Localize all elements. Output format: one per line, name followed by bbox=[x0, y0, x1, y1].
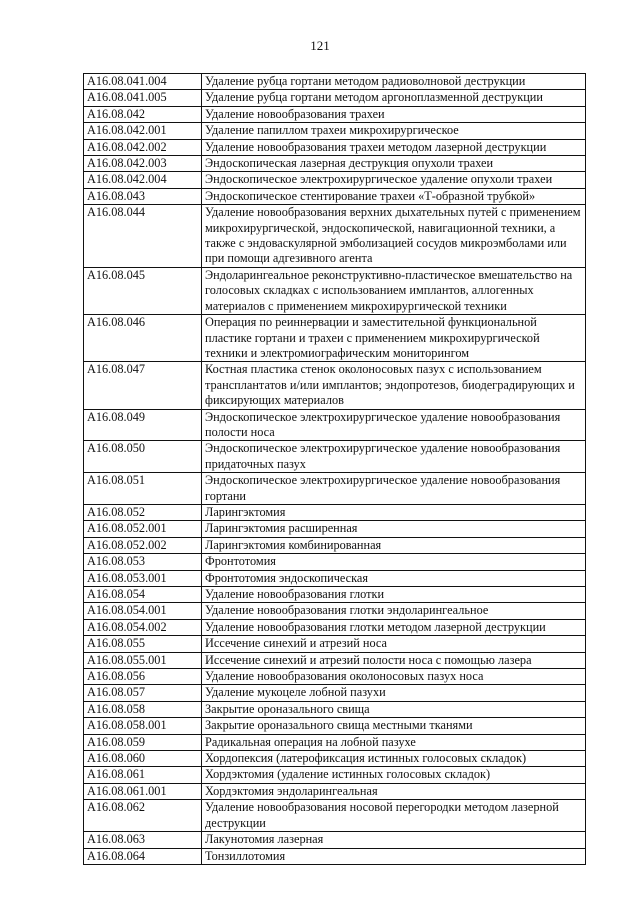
procedure-name: Удаление новообразования глотки bbox=[202, 587, 586, 603]
table-row bbox=[84, 90, 586, 106]
procedure-code: A16.08.051 bbox=[84, 473, 202, 505]
procedure-code: A16.08.047 bbox=[84, 362, 202, 409]
procedure-code: A16.08.055 bbox=[84, 636, 202, 652]
table-row bbox=[84, 156, 586, 172]
table-row bbox=[84, 751, 586, 767]
procedure-name: Закрытие ороназального свища местными тканями bbox=[202, 718, 586, 734]
table-row bbox=[84, 315, 586, 362]
table-row bbox=[84, 123, 586, 139]
table-row bbox=[84, 603, 586, 619]
procedure-name: Иссечение синехий и атрезий носа bbox=[202, 636, 586, 652]
procedure-name: Ларингэктомия bbox=[202, 504, 586, 520]
table-row bbox=[84, 106, 586, 122]
procedure-name: Эндоскопическое электрохирургическое удаление новообразования гортани bbox=[202, 473, 586, 505]
procedure-name: Удаление новообразования глотки эндоларингеальное bbox=[202, 603, 586, 619]
procedure-code: A16.08.042 bbox=[84, 106, 202, 122]
procedure-code: A16.08.062 bbox=[84, 800, 202, 832]
procedure-name: Ларингэктомия расширенная bbox=[202, 521, 586, 537]
procedure-code: A16.08.054.001 bbox=[84, 603, 202, 619]
procedure-code: A16.08.050 bbox=[84, 441, 202, 473]
table-row bbox=[84, 669, 586, 685]
procedure-code: A16.08.059 bbox=[84, 734, 202, 750]
table-row bbox=[84, 172, 586, 188]
table-row bbox=[84, 800, 586, 832]
procedure-name: Удаление рубца гортани методом радиоволновой деструкции bbox=[202, 74, 586, 90]
procedure-code: A16.08.052.001 bbox=[84, 521, 202, 537]
table-row bbox=[84, 74, 586, 90]
procedure-name: Фронтотомия эндоскопическая bbox=[202, 570, 586, 586]
procedure-code: A16.08.058 bbox=[84, 701, 202, 717]
table-row bbox=[84, 685, 586, 701]
table-row bbox=[84, 636, 586, 652]
table-row bbox=[84, 619, 586, 635]
table-row bbox=[84, 267, 586, 314]
procedure-name: Иссечение синехий и атрезий полости носа с помощью лазера bbox=[202, 652, 586, 668]
procedure-name: Удаление новообразования трахеи методом лазерной деструкции bbox=[202, 139, 586, 155]
table-row bbox=[84, 409, 586, 441]
procedure-code: A16.08.060 bbox=[84, 751, 202, 767]
procedure-name: Ларингэктомия комбинированная bbox=[202, 537, 586, 553]
procedure-code: A16.08.042.004 bbox=[84, 172, 202, 188]
procedure-name: Удаление новообразования трахеи bbox=[202, 106, 586, 122]
procedure-name: Операция по реиннервации и заместительной функциональной пластике гортани и трахеи с применением микрохирургической техники и электромиографическим мониторингом bbox=[202, 315, 586, 362]
procedure-code: A16.08.061 bbox=[84, 767, 202, 783]
procedure-name: Костная пластика стенок околоносовых пазух с использованием трансплантатов и/или имплантов; эндопротезов, биодеградирующих и фиксирующих материалов bbox=[202, 362, 586, 409]
table-row bbox=[84, 832, 586, 848]
table-row bbox=[84, 521, 586, 537]
page-number: 121 bbox=[310, 38, 330, 53]
procedure-name: Эндоларингеальное реконструктивно-пластическое вмешательство на голосовых складках с использованием имплантов, аллогенных материалов с применением микрохирургической техники bbox=[202, 267, 586, 314]
procedure-name: Удаление новообразования верхних дыхательных путей с применением микрохирургической, эндоскопической, навигационной техники, а также с эндоваскулярной эмболизацией сосудов микроэмболами или при помощи адгезивного агента bbox=[202, 205, 586, 268]
table-body bbox=[84, 74, 586, 865]
procedure-code: A16.08.052 bbox=[84, 504, 202, 520]
procedure-name: Эндоскопическое стентирование трахеи «Т-образной трубкой» bbox=[202, 188, 586, 204]
procedure-code: A16.08.058.001 bbox=[84, 718, 202, 734]
procedure-code: A16.08.049 bbox=[84, 409, 202, 441]
procedure-name: Закрытие ороназального свища bbox=[202, 701, 586, 717]
procedure-code: A16.08.041.005 bbox=[84, 90, 202, 106]
procedure-name: Эндоскопическое электрохирургическое удаление новообразования придаточных пазух bbox=[202, 441, 586, 473]
table-row bbox=[84, 139, 586, 155]
procedure-code: A16.08.055.001 bbox=[84, 652, 202, 668]
procedure-codes-table bbox=[83, 73, 586, 865]
procedure-code: A16.08.054 bbox=[84, 587, 202, 603]
procedure-code: A16.08.042.001 bbox=[84, 123, 202, 139]
table-row bbox=[84, 783, 586, 799]
table-row bbox=[84, 554, 586, 570]
table-row bbox=[84, 570, 586, 586]
table-row bbox=[84, 587, 586, 603]
procedure-name: Эндоскопическая лазерная деструкция опухоли трахеи bbox=[202, 156, 586, 172]
procedure-code: A16.08.054.002 bbox=[84, 619, 202, 635]
table-row bbox=[84, 767, 586, 783]
procedure-code: A16.08.053.001 bbox=[84, 570, 202, 586]
table-row bbox=[84, 473, 586, 505]
procedure-name: Эндоскопическое электрохирургическое удаление новообразования полости носа bbox=[202, 409, 586, 441]
table-row bbox=[84, 734, 586, 750]
procedure-name: Эндоскопическое электрохирургическое удаление опухоли трахеи bbox=[202, 172, 586, 188]
table-row bbox=[84, 504, 586, 520]
procedure-name: Удаление новообразования глотки методом лазерной деструкции bbox=[202, 619, 586, 635]
table-row bbox=[84, 848, 586, 864]
procedure-code: A16.08.042.002 bbox=[84, 139, 202, 155]
procedure-name: Лакунотомия лазерная bbox=[202, 832, 586, 848]
procedure-name: Хордэктомия эндоларингеальная bbox=[202, 783, 586, 799]
table-row bbox=[84, 718, 586, 734]
procedure-code: A16.08.056 bbox=[84, 669, 202, 685]
procedure-code: A16.08.061.001 bbox=[84, 783, 202, 799]
table-row bbox=[84, 362, 586, 409]
procedure-code: A16.08.041.004 bbox=[84, 74, 202, 90]
table-row bbox=[84, 205, 586, 268]
procedure-code: A16.08.043 bbox=[84, 188, 202, 204]
procedure-code: A16.08.063 bbox=[84, 832, 202, 848]
table-row bbox=[84, 652, 586, 668]
procedure-code: A16.08.042.003 bbox=[84, 156, 202, 172]
procedure-name: Удаление новообразования околоносовых пазух носа bbox=[202, 669, 586, 685]
table-row bbox=[84, 188, 586, 204]
procedure-name: Удаление мукоцеле лобной пазухи bbox=[202, 685, 586, 701]
table-row bbox=[84, 441, 586, 473]
procedure-code: A16.08.044 bbox=[84, 205, 202, 268]
procedure-name: Тонзиллотомия bbox=[202, 848, 586, 864]
procedure-code: A16.08.053 bbox=[84, 554, 202, 570]
procedure-name: Удаление папиллом трахеи микрохирургическое bbox=[202, 123, 586, 139]
procedure-name: Радикальная операция на лобной пазухе bbox=[202, 734, 586, 750]
procedure-name: Удаление новообразования носовой перегородки методом лазерной деструкции bbox=[202, 800, 586, 832]
procedure-code: A16.08.052.002 bbox=[84, 537, 202, 553]
procedure-name: Фронтотомия bbox=[202, 554, 586, 570]
procedure-code: A16.08.057 bbox=[84, 685, 202, 701]
table-row bbox=[84, 537, 586, 553]
table-row bbox=[84, 701, 586, 717]
procedure-code: A16.08.045 bbox=[84, 267, 202, 314]
procedure-name: Хордэктомия (удаление истинных голосовых складок) bbox=[202, 767, 586, 783]
procedure-name: Удаление рубца гортани методом аргоноплазменной деструкции bbox=[202, 90, 586, 106]
procedure-name: Хордопексия (латерофиксация истинных голосовых складок) bbox=[202, 751, 586, 767]
procedure-code: A16.08.046 bbox=[84, 315, 202, 362]
procedure-code: A16.08.064 bbox=[84, 848, 202, 864]
